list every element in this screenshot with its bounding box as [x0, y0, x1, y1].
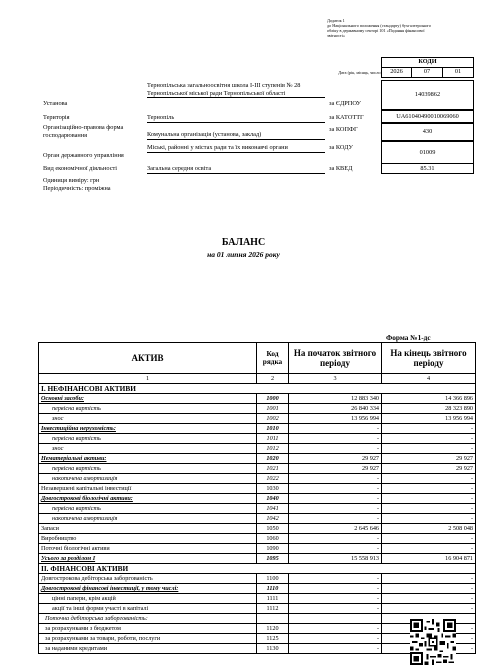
- colnum: 2: [257, 374, 289, 384]
- document-title: БАЛАНС: [221, 237, 266, 248]
- table-row: [39, 454, 476, 464]
- code-label-katottg: за КАТОТТГ: [329, 114, 364, 121]
- code-label-edrpou: за ЄДРПОУ: [329, 100, 362, 107]
- row-label: знос: [39, 444, 257, 454]
- row-start-value: 29 927: [289, 454, 382, 464]
- table-row: [39, 444, 476, 454]
- table-row: [39, 434, 476, 444]
- table-row: [39, 494, 476, 504]
- row-label: за розрахунками з бюджетом: [39, 624, 257, 634]
- table-row: [39, 394, 476, 404]
- row-label: первісна вартість: [39, 464, 257, 474]
- row-label: за розрахунками за товари, роботи, послуги: [39, 634, 257, 644]
- row-code: 1021: [257, 464, 289, 474]
- section-row: [39, 384, 476, 394]
- row-code: 1090: [257, 544, 289, 554]
- date-label: Дата (рік, місяць, число): [338, 70, 382, 75]
- row-end-value: 29 927: [382, 464, 476, 474]
- table-row: [39, 514, 476, 524]
- table-row: [39, 484, 476, 494]
- row-code: 1112: [257, 604, 289, 614]
- row-end-value: -: [382, 604, 476, 614]
- row-label: первісна вартість: [39, 504, 257, 514]
- row-start-value: 26 840 334: [289, 404, 382, 414]
- row-code: 1125: [257, 634, 289, 644]
- row-end-value: 16 904 871: [382, 554, 476, 564]
- annex-line: до Національного положення (стандарту) бухгалтерського: [327, 23, 431, 28]
- row-end-value: -: [382, 434, 476, 444]
- row-code: 1050: [257, 524, 289, 534]
- row-start-value: -: [289, 494, 382, 504]
- row-label: Виробництво: [39, 534, 257, 544]
- section-row: [39, 564, 476, 574]
- table-row: [39, 534, 476, 544]
- annex-line: Додаток 1: [327, 18, 345, 23]
- codes-header: КОДИ: [381, 57, 474, 68]
- row-label: цінні папери, крім акцій: [39, 594, 257, 604]
- header-asset: АКТИВ: [39, 343, 257, 374]
- info-value-authority: Міські, районні у містах ради та їх виконавчі органи: [147, 144, 325, 153]
- row-label: накопичена амортизація: [39, 514, 257, 524]
- row-start-value: -: [289, 544, 382, 554]
- code-label-kodu: за КОДУ: [329, 144, 353, 151]
- row-start-value: -: [289, 624, 382, 634]
- row-label: знос: [39, 414, 257, 424]
- qr-code-icon: [410, 619, 456, 665]
- row-code: 1120: [257, 624, 289, 634]
- table-row: [39, 474, 476, 484]
- row-start-value: -: [289, 504, 382, 514]
- info-label-activity: Вид економічної діяльності: [43, 165, 118, 172]
- table-header-row: [39, 343, 476, 374]
- row-end-value: -: [382, 474, 476, 484]
- row-start-value: -: [289, 604, 382, 614]
- info-value-activity: Загальна середня освіта: [147, 165, 325, 174]
- row-start-value: -: [289, 644, 382, 654]
- row-label: Незавершені капітальні інвестиції: [39, 484, 257, 494]
- row-start-value: -: [289, 474, 382, 484]
- header-start: На початок звітного періоду: [289, 343, 382, 374]
- row-end-value: -: [382, 444, 476, 454]
- row-end-value: 2 508 048: [382, 524, 476, 534]
- row-code: 1060: [257, 534, 289, 544]
- document-subtitle: на 01 липня 2026 року: [207, 250, 280, 259]
- unit-label: Одиниця виміру: грн: [43, 177, 100, 184]
- code-edrpou: 14039862: [381, 80, 474, 110]
- row-start-value: -: [289, 634, 382, 644]
- row-label: Довгострокові біологічні активи:: [39, 494, 257, 504]
- table-row: [39, 544, 476, 554]
- table-row: [39, 424, 476, 434]
- row-start-value: -: [289, 594, 382, 604]
- row-code: [257, 614, 289, 624]
- table-row: [39, 464, 476, 474]
- month-box: 07: [411, 67, 443, 78]
- annex-line: обліку в державному секторі 101 «Подання фінансової: [327, 28, 425, 33]
- row-code: 1095: [257, 554, 289, 564]
- row-start-value: -: [289, 514, 382, 524]
- row-start-value: 12 883 340: [289, 394, 382, 404]
- row-end-value: -: [382, 424, 476, 434]
- row-end-value: -: [382, 534, 476, 544]
- row-label: Поточна дебіторська заборгованість:: [39, 614, 257, 624]
- row-label: Усього за розділом I: [39, 554, 257, 564]
- row-label: Інвестиційна нерухомість:: [39, 424, 257, 434]
- table-row: [39, 504, 476, 514]
- code-kved: 85.31: [381, 163, 474, 174]
- row-end-value: -: [382, 584, 476, 594]
- row-code: 1020: [257, 454, 289, 464]
- row-start-value: -: [289, 434, 382, 444]
- row-label: Поточні біологічні активи: [39, 544, 257, 554]
- row-end-value: -: [382, 574, 476, 584]
- row-label: Довгострокові фінансові інвестиції, у тому числі:: [39, 584, 257, 594]
- row-label: Довгострокова дебіторська заборгованість: [39, 574, 257, 584]
- table-row: [39, 404, 476, 414]
- day-box: 01: [442, 67, 474, 78]
- info-label-territory: Територія: [43, 114, 70, 121]
- table-row: [39, 584, 476, 594]
- row-start-value: -: [289, 534, 382, 544]
- row-end-value: 28 323 890: [382, 404, 476, 414]
- row-end-value: -: [382, 544, 476, 554]
- row-start-value: -: [289, 444, 382, 454]
- table-row: [39, 574, 476, 584]
- row-end-value: -: [382, 504, 476, 514]
- header-code: Код рядка: [257, 343, 289, 374]
- info-value-form: Комунальна організація (установа, заклад): [147, 131, 325, 140]
- row-code: 1010: [257, 424, 289, 434]
- row-end-value: -: [382, 484, 476, 494]
- row-code: 1042: [257, 514, 289, 524]
- row-end-value: 13 956 994: [382, 414, 476, 424]
- row-code: 1002: [257, 414, 289, 424]
- code-kopfg: 430: [381, 123, 474, 141]
- code-kodu: 01009: [381, 141, 474, 164]
- code-katottg: UA61040490010069060: [381, 110, 474, 123]
- colnum: 1: [39, 374, 257, 384]
- row-label: накопичена амортизація: [39, 474, 257, 484]
- header-end: На кінець звітного періоду: [382, 343, 476, 374]
- annex-line: звітності»: [327, 33, 346, 38]
- section-title: I. НЕФІНАНСОВІ АКТИВИ: [39, 384, 476, 394]
- row-code: 1111: [257, 594, 289, 604]
- row-label: Основні засоби:: [39, 394, 257, 404]
- table-row: [39, 604, 476, 614]
- year-box: 2026: [381, 67, 412, 78]
- row-end-value: 14 366 896: [382, 394, 476, 404]
- row-start-value: [289, 614, 382, 624]
- section-title: II. ФІНАНСОВІ АКТИВИ: [39, 564, 476, 574]
- row-start-value: -: [289, 484, 382, 494]
- balance-table: [38, 342, 476, 654]
- row-code: 1041: [257, 504, 289, 514]
- table-row: [39, 414, 476, 424]
- row-label: акції та інші форми участі в капіталі: [39, 604, 257, 614]
- row-code: 1130: [257, 644, 289, 654]
- row-label: Запаси: [39, 524, 257, 534]
- info-label-institution: Установа: [43, 100, 68, 107]
- row-code: 1110: [257, 584, 289, 594]
- row-code: 1000: [257, 394, 289, 404]
- row-label: за наданими кредитами: [39, 644, 257, 654]
- row-label: первісна вартість: [39, 434, 257, 444]
- table-row: [39, 524, 476, 534]
- code-label-kopfg: за КОПФГ: [329, 126, 358, 133]
- info-value-institution: Тернопільська загальноосвітня школа I-III ступенів № 28 Тернопільської міської ради Тернопільської області: [147, 82, 325, 98]
- row-start-value: 2 645 646: [289, 524, 382, 534]
- code-label-kved: за КВЕД: [329, 165, 353, 172]
- row-start-value: 29 927: [289, 464, 382, 474]
- row-code: 1030: [257, 484, 289, 494]
- row-start-value: 15 558 913: [289, 554, 382, 564]
- table-row: [39, 554, 476, 564]
- table-row: [39, 594, 476, 604]
- colnum: 3: [289, 374, 382, 384]
- row-end-value: 29 927: [382, 454, 476, 464]
- row-code: 1012: [257, 444, 289, 454]
- annex-note: [327, 18, 457, 38]
- column-number-row: [39, 374, 476, 384]
- row-end-value: -: [382, 494, 476, 504]
- row-start-value: 13 956 994: [289, 414, 382, 424]
- row-code: 1001: [257, 404, 289, 414]
- period-label: Періодичність: проміжна: [43, 185, 111, 192]
- row-start-value: -: [289, 574, 382, 584]
- info-label-form: Організаційно-правова форма господарювання: [43, 124, 124, 139]
- info-label-authority: Орган державного управління: [43, 152, 124, 159]
- form-number: Форма №1-дс: [386, 333, 431, 342]
- row-start-value: -: [289, 584, 382, 594]
- colnum: 4: [382, 374, 476, 384]
- row-code: 1022: [257, 474, 289, 484]
- row-end-value: -: [382, 644, 476, 654]
- info-value-territory: Тернопіль: [147, 114, 325, 123]
- row-end-value: -: [382, 514, 476, 524]
- row-end-value: -: [382, 634, 476, 644]
- row-code: 1040: [257, 494, 289, 504]
- row-code: 1011: [257, 434, 289, 444]
- row-end-value: -: [382, 594, 476, 604]
- row-label: первісна вартість: [39, 404, 257, 414]
- row-start-value: -: [289, 424, 382, 434]
- row-code: 1100: [257, 574, 289, 584]
- row-label: Нематеріальні активи:: [39, 454, 257, 464]
- row-end-value: -: [382, 624, 476, 634]
